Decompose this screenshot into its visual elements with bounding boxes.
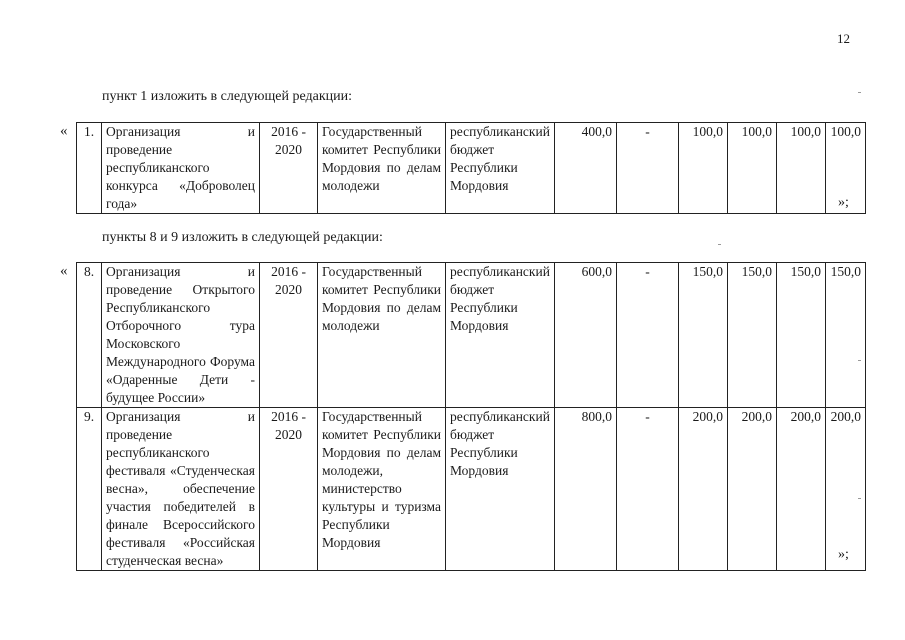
row-year-2020: 200,0 — [825, 408, 865, 571]
row-total: 800,0 — [554, 408, 616, 571]
page-number: 12 — [837, 31, 850, 46]
section2-intro: пункты 8 и 9 изложить в следующей редакции: — [102, 230, 383, 245]
row-funding-source: республиканский бюджет Республики Мордовия — [446, 123, 555, 214]
row-year-2019: 200,0 — [776, 408, 825, 571]
row-executor: Государственный комитет Республики Мордовия по делам молодежи — [318, 263, 446, 408]
row-title: Организация и проведение Открытого Республиканского Отборочного тура Московского Международного Форума «Одаренные Дети - будущее России» — [102, 263, 260, 408]
row-year-2017: 150,0 — [678, 263, 727, 408]
section1-table — [76, 122, 866, 214]
row-period: 2016 - 2020 — [260, 263, 318, 408]
scan-speck — [858, 360, 861, 361]
row-year-2016: - — [616, 408, 678, 571]
row-executor: Государственный комитет Республики Мордовия по делам молодежи — [318, 123, 446, 214]
table-row — [77, 123, 866, 214]
row-year-2018: 150,0 — [727, 263, 776, 408]
section2-close-quote: »; — [838, 547, 849, 562]
row-title: Организация и проведение республиканского конкурса «Доброволец года» — [102, 123, 260, 214]
row-total: 600,0 — [554, 263, 616, 408]
row-title: Организация и проведение республиканского фестиваля «Студенческая весна», обеспечение участия победителей в финале Всероссийского фестиваля «Российская студенческая весна» — [102, 408, 260, 571]
scan-speck — [858, 498, 861, 499]
row-year-2016: - — [616, 123, 678, 214]
table-row — [77, 408, 866, 571]
row-period: 2016 - 2020 — [260, 123, 318, 214]
row-year-2020: 100,0 — [825, 123, 865, 214]
section1-open-quote: « — [60, 123, 68, 139]
row-number: 8. — [77, 263, 102, 408]
row-year-2017: 200,0 — [678, 408, 727, 571]
row-total: 400,0 — [554, 123, 616, 214]
row-year-2017: 100,0 — [678, 123, 727, 214]
section1-close-quote: »; — [838, 195, 849, 210]
row-funding-source: республиканский бюджет Республики Мордовия — [446, 408, 555, 571]
row-year-2018: 200,0 — [727, 408, 776, 571]
row-funding-source: республиканский бюджет Республики Мордовия — [446, 263, 555, 408]
row-number: 9. — [77, 408, 102, 571]
row-year-2016: - — [616, 263, 678, 408]
row-executor: Государственный комитет Республики Мордовия по делам молодежи, министерство культуры и туризма Республики Мордовия — [318, 408, 446, 571]
row-period: 2016 - 2020 — [260, 408, 318, 571]
scan-speck — [718, 244, 721, 245]
row-year-2019: 150,0 — [776, 263, 825, 408]
section2-open-quote: « — [60, 263, 68, 279]
row-year-2020: 150,0 — [825, 263, 865, 408]
table-row — [77, 263, 866, 408]
row-year-2019: 100,0 — [776, 123, 825, 214]
section1-intro: пункт 1 изложить в следующей редакции: — [102, 89, 352, 104]
section2-table — [76, 262, 866, 571]
row-year-2018: 100,0 — [727, 123, 776, 214]
row-number: 1. — [77, 123, 102, 214]
scan-speck — [858, 92, 861, 93]
